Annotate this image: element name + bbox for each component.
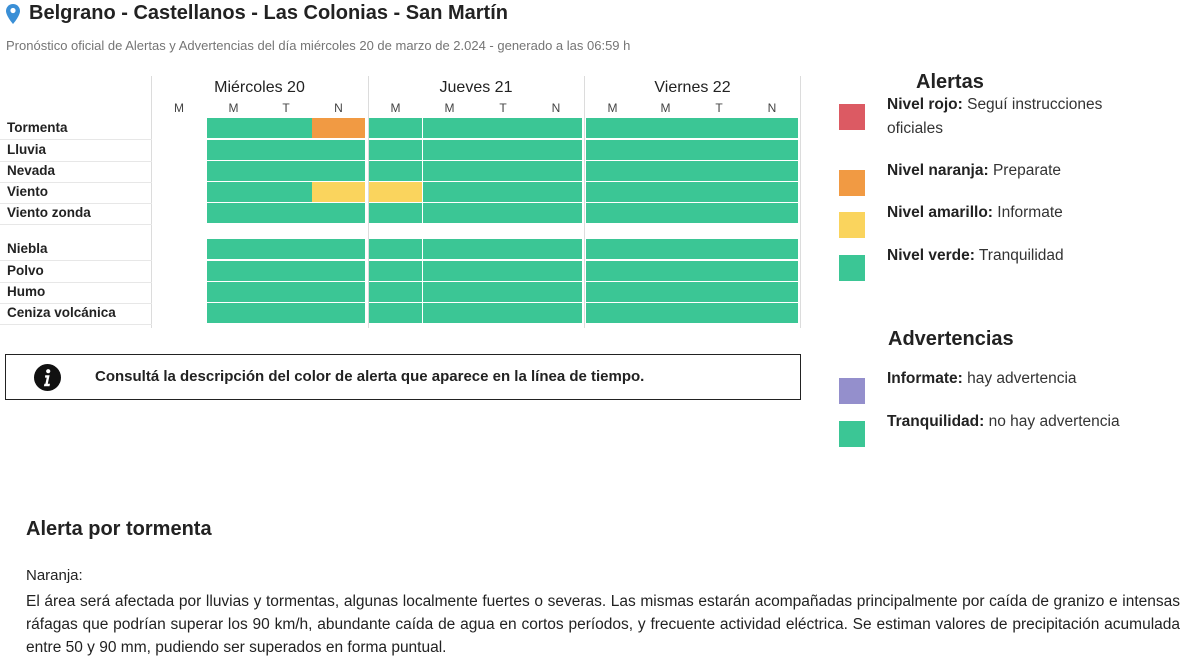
alert-cell-verde[interactable] bbox=[476, 118, 530, 138]
row-separator bbox=[0, 303, 152, 304]
row-separator bbox=[0, 260, 152, 261]
alert-cell-verde[interactable] bbox=[312, 282, 365, 302]
alert-cell-verde[interactable] bbox=[312, 140, 365, 160]
row-label: Nevada bbox=[7, 163, 56, 178]
alert-cell-verde[interactable] bbox=[586, 303, 639, 323]
alert-cell-verde[interactable] bbox=[476, 282, 530, 302]
alert-cell-verde[interactable] bbox=[476, 261, 530, 281]
alert-cell-verde[interactable] bbox=[530, 303, 582, 323]
alert-cell-verde[interactable] bbox=[692, 161, 746, 181]
alert-cell-verde[interactable] bbox=[586, 203, 639, 223]
alert-timeline bbox=[0, 76, 801, 328]
alert-cell-verde[interactable] bbox=[530, 282, 582, 302]
alert-cell-verde[interactable] bbox=[746, 261, 798, 281]
day-header: Miércoles 20 bbox=[214, 79, 305, 96]
alert-cell-verde[interactable] bbox=[692, 239, 746, 259]
alert-cell-verde[interactable] bbox=[260, 140, 312, 160]
alert-cell-verde[interactable] bbox=[530, 140, 582, 160]
alert-cell-verde[interactable] bbox=[423, 140, 476, 160]
legend-swatch-verde bbox=[839, 255, 865, 281]
alert-cell-verde[interactable] bbox=[312, 261, 365, 281]
period-label: T bbox=[715, 101, 723, 115]
legend-advertencias-title: Advertencias bbox=[888, 328, 1014, 350]
description-level: Naranja: bbox=[26, 567, 83, 584]
alert-cell-verde[interactable] bbox=[207, 239, 260, 259]
alert-cell-verde[interactable] bbox=[207, 118, 260, 138]
alert-cell-verde[interactable] bbox=[586, 261, 639, 281]
row-separator bbox=[0, 224, 152, 225]
alert-cell-amarillo[interactable] bbox=[312, 182, 365, 202]
alert-cell-verde[interactable] bbox=[692, 182, 746, 202]
row-separator bbox=[0, 182, 152, 183]
alert-cell-verde[interactable] bbox=[312, 161, 365, 181]
legend-item-description: Tranquilidad bbox=[974, 247, 1064, 264]
alert-cell-verde[interactable] bbox=[639, 303, 692, 323]
alert-cell-verde[interactable] bbox=[746, 282, 798, 302]
legend-item-description: Informate bbox=[992, 204, 1063, 221]
legend-item-level: Informate: bbox=[887, 370, 963, 387]
alert-cell-verde[interactable] bbox=[476, 239, 530, 259]
alert-cell-verde[interactable] bbox=[586, 282, 639, 302]
period-label: N bbox=[767, 101, 777, 115]
alert-cell-verde[interactable] bbox=[586, 182, 639, 202]
alert-cell-verde[interactable] bbox=[312, 239, 365, 259]
alert-cell-verde[interactable] bbox=[260, 182, 312, 202]
map-pin-icon bbox=[6, 4, 20, 24]
legend-item-description: Preparate bbox=[988, 162, 1062, 179]
alert-cell-verde[interactable] bbox=[586, 118, 639, 138]
alert-cell-verde[interactable] bbox=[692, 282, 746, 302]
alert-cell-verde[interactable] bbox=[746, 203, 798, 223]
alert-cell-verde[interactable] bbox=[530, 161, 582, 181]
alert-cell-verde[interactable] bbox=[639, 261, 692, 281]
page-header bbox=[6, 2, 508, 25]
period-label: T bbox=[282, 101, 290, 115]
alert-cell-verde[interactable] bbox=[423, 182, 476, 202]
alert-cell-verde[interactable] bbox=[476, 203, 530, 223]
alert-cell-verde[interactable] bbox=[476, 182, 530, 202]
day-header: Jueves 21 bbox=[439, 79, 513, 96]
legend-item-level: Nivel naranja: bbox=[887, 162, 989, 179]
legend-swatch-verde bbox=[839, 421, 865, 447]
legend-item-text bbox=[887, 159, 1127, 183]
legend-alertas-title: Alertas bbox=[916, 71, 984, 93]
alert-cell-verde[interactable] bbox=[260, 203, 312, 223]
alert-cell-verde[interactable] bbox=[639, 239, 692, 259]
alert-cell-verde[interactable] bbox=[369, 303, 422, 323]
info-box bbox=[5, 354, 801, 400]
alert-cell-verde[interactable] bbox=[423, 118, 476, 138]
alert-cell-verde[interactable] bbox=[369, 239, 422, 259]
row-separator bbox=[0, 282, 152, 283]
legend-item-level: Nivel rojo: bbox=[887, 96, 963, 113]
page-title: Belgrano - Castellanos - Las Colonias - San Martín bbox=[29, 2, 508, 24]
grid-divider bbox=[584, 76, 585, 328]
description-title: Alerta por tormenta bbox=[26, 518, 212, 540]
alert-cell-verde[interactable] bbox=[312, 303, 365, 323]
alert-cell-verde[interactable] bbox=[476, 161, 530, 181]
alert-cell-verde[interactable] bbox=[312, 203, 365, 223]
alert-cell-verde[interactable] bbox=[423, 161, 476, 181]
alert-cell-verde[interactable] bbox=[423, 303, 476, 323]
page-subtitle: Pronóstico oficial de Alertas y Advertencias del día miércoles 20 de marzo de 2.024 - generado a las 06:59 h bbox=[6, 38, 631, 53]
legend-item-text bbox=[887, 244, 1127, 268]
alert-cell-verde[interactable] bbox=[476, 303, 530, 323]
alert-cell-verde[interactable] bbox=[639, 140, 692, 160]
alert-cell-verde[interactable] bbox=[369, 161, 422, 181]
alert-cell-verde[interactable] bbox=[369, 261, 422, 281]
period-label: M bbox=[228, 101, 239, 115]
legend-item-text bbox=[887, 93, 1127, 141]
alert-cell-verde[interactable] bbox=[692, 140, 746, 160]
alert-cell-verde[interactable] bbox=[692, 118, 746, 138]
alert-cell-verde[interactable] bbox=[639, 161, 692, 181]
row-label: Tormenta bbox=[7, 120, 68, 135]
alert-cell-verde[interactable] bbox=[260, 282, 312, 302]
alert-cell-verde[interactable] bbox=[260, 239, 312, 259]
alert-cell-verde[interactable] bbox=[639, 118, 692, 138]
row-separator bbox=[0, 139, 152, 140]
alert-cell-verde[interactable] bbox=[369, 203, 422, 223]
period-label: M bbox=[390, 101, 401, 115]
alert-cell-verde[interactable] bbox=[692, 303, 746, 323]
period-label: M bbox=[660, 101, 671, 115]
alert-cell-verde[interactable] bbox=[260, 261, 312, 281]
alert-cell-verde[interactable] bbox=[530, 239, 582, 259]
row-label: Viento bbox=[7, 184, 49, 199]
period-label: N bbox=[334, 101, 343, 115]
alert-cell-verde[interactable] bbox=[639, 182, 692, 202]
alert-cell-verde[interactable] bbox=[530, 118, 582, 138]
period-label: M bbox=[607, 101, 618, 115]
grid-divider bbox=[800, 76, 801, 328]
day-header: Viernes 22 bbox=[654, 79, 731, 96]
description-body: El área será afectada por lluvias y tormentas, algunas localmente fuertes o severas. Las mismas estarán acompañadas principalmente por caída de granizo e intensas ráfagas que podrían superar los 90 km/h, abundante caída de agua en cortos períodos, y frecuente actividad eléctrica. Se estiman valores de precipitación acumulada entre 50 y 90 mm, pudiendo ser superados en forma puntual. bbox=[26, 593, 1180, 656]
period-label: T bbox=[499, 101, 507, 115]
alert-cell-verde[interactable] bbox=[530, 182, 582, 202]
info-icon bbox=[34, 364, 61, 391]
period-label: N bbox=[551, 101, 561, 115]
alert-cell-verde[interactable] bbox=[207, 282, 260, 302]
legend-item-description: hay advertencia bbox=[962, 370, 1077, 387]
legend-item-level: Nivel verde: bbox=[887, 247, 975, 264]
alert-cell-verde[interactable] bbox=[207, 182, 260, 202]
alert-cell-verde[interactable] bbox=[746, 303, 798, 323]
row-label: Ceniza volcánica bbox=[7, 305, 116, 320]
alert-cell-verde[interactable] bbox=[746, 182, 798, 202]
alert-cell-verde[interactable] bbox=[530, 203, 582, 223]
alert-cell-verde[interactable] bbox=[639, 282, 692, 302]
alert-cell-verde[interactable] bbox=[207, 261, 260, 281]
row-separator bbox=[0, 324, 152, 325]
legend-item-level: Nivel amarillo: bbox=[887, 204, 993, 221]
legend-item-text bbox=[887, 410, 1127, 434]
alert-cell-verde[interactable] bbox=[260, 161, 312, 181]
alert-cell-verde[interactable] bbox=[746, 239, 798, 259]
alert-cell-verde[interactable] bbox=[207, 140, 260, 160]
legend-swatch-naranja bbox=[839, 170, 865, 196]
alert-cell-verde[interactable] bbox=[586, 140, 639, 160]
alert-cell-verde[interactable] bbox=[423, 203, 476, 223]
alert-cell-verde[interactable] bbox=[746, 118, 798, 138]
row-separator bbox=[0, 203, 152, 204]
alert-cell-naranja[interactable] bbox=[312, 118, 365, 138]
alert-cell-verde[interactable] bbox=[746, 161, 798, 181]
alert-cell-verde[interactable] bbox=[260, 118, 312, 138]
legend-item-text bbox=[887, 201, 1127, 225]
alert-cell-verde[interactable] bbox=[423, 282, 476, 302]
row-label: Polvo bbox=[7, 263, 44, 278]
alert-cell-verde[interactable] bbox=[692, 261, 746, 281]
alert-cell-verde[interactable] bbox=[423, 239, 476, 259]
row-separator bbox=[0, 161, 152, 162]
legend-swatch-violeta bbox=[839, 378, 865, 404]
row-label: Niebla bbox=[7, 241, 48, 256]
legend-item-level: Tranquilidad: bbox=[887, 413, 985, 430]
alert-cell-verde[interactable] bbox=[369, 282, 422, 302]
alert-cell-verde[interactable] bbox=[207, 161, 260, 181]
alert-cell-verde[interactable] bbox=[692, 203, 746, 223]
alert-cell-verde[interactable] bbox=[586, 161, 639, 181]
alert-cell-verde[interactable] bbox=[423, 261, 476, 281]
info-text: Consultá la descripción del color de alerta que aparece en la línea de tiempo. bbox=[95, 368, 645, 385]
alert-cell-verde[interactable] bbox=[207, 203, 260, 223]
legend-item-text bbox=[887, 367, 1127, 391]
row-label: Lluvia bbox=[7, 142, 47, 157]
alert-cell-verde[interactable] bbox=[207, 303, 260, 323]
alert-cell-verde[interactable] bbox=[369, 140, 422, 160]
alert-cell-verde[interactable] bbox=[586, 239, 639, 259]
alert-cell-amarillo[interactable] bbox=[369, 182, 422, 202]
period-label: M bbox=[174, 101, 184, 115]
alert-cell-verde[interactable] bbox=[260, 303, 312, 323]
period-label: M bbox=[444, 101, 455, 115]
row-label: Viento zonda bbox=[7, 205, 91, 220]
legend-item-description: Seguí instrucciones oficiales bbox=[887, 96, 1103, 137]
alert-cell-verde[interactable] bbox=[530, 261, 582, 281]
legend-swatch-amarillo bbox=[839, 212, 865, 238]
alert-cell-verde[interactable] bbox=[369, 118, 422, 138]
alert-cell-verde[interactable] bbox=[639, 203, 692, 223]
legend-item-description: no hay advertencia bbox=[984, 413, 1120, 430]
alert-cell-verde[interactable] bbox=[746, 140, 798, 160]
alert-cell-verde[interactable] bbox=[476, 140, 530, 160]
legend-swatch-rojo bbox=[839, 104, 865, 130]
row-label: Humo bbox=[7, 284, 46, 299]
